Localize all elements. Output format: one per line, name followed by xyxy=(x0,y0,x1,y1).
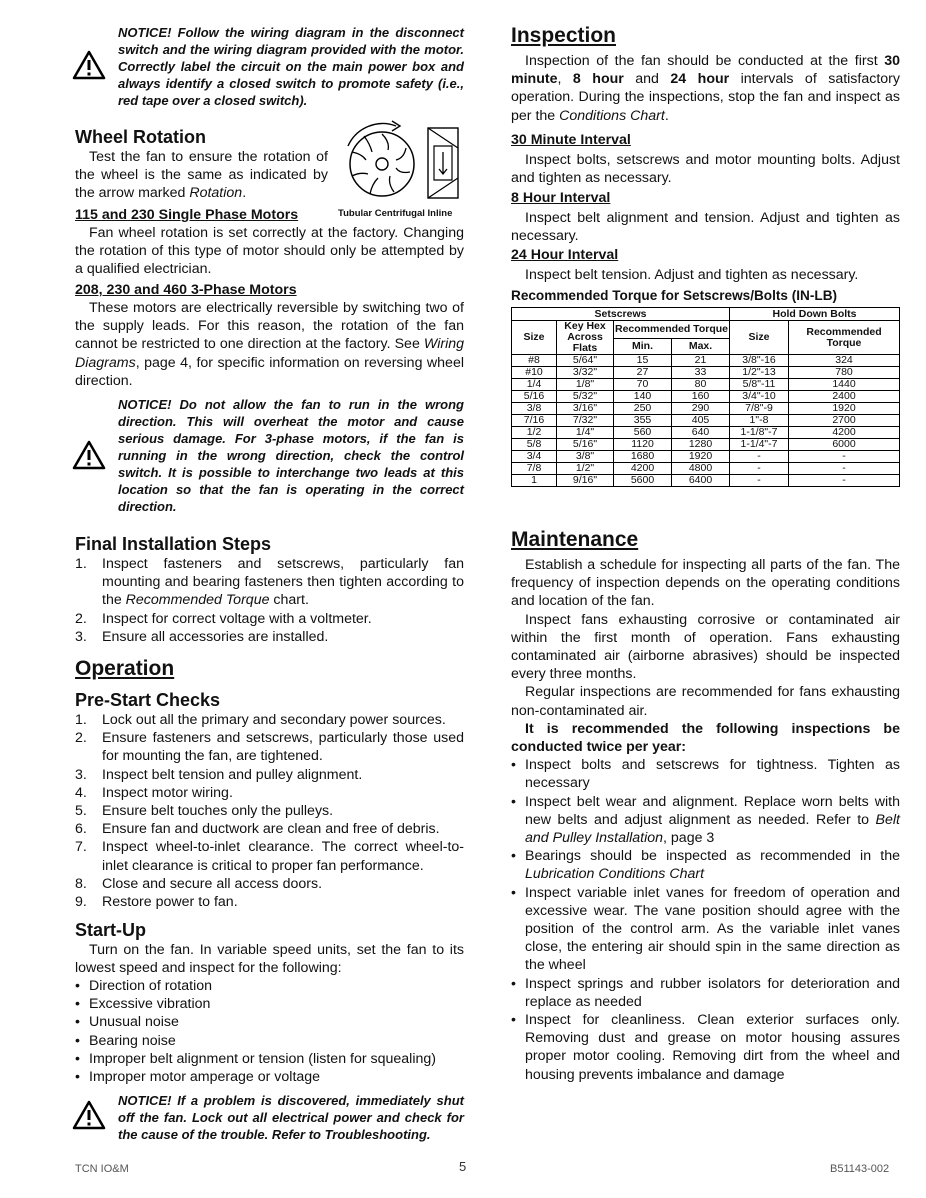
list-item: 3. Ensure all accessories are installed. xyxy=(75,628,329,645)
table-row xyxy=(512,355,900,367)
table-cell: 5/8 xyxy=(512,439,557,451)
table-row xyxy=(512,367,900,379)
table-cell: 160 xyxy=(672,391,730,403)
interval-8-heading: 8 Hour Interval xyxy=(511,190,611,206)
table-cell: 27 xyxy=(614,367,672,379)
prestart-list xyxy=(75,711,464,911)
table-header: Recommended Torque xyxy=(614,321,730,339)
maintenance-heading: Maintenance xyxy=(511,528,639,551)
table-cell: #10 xyxy=(512,367,557,379)
notice-wrong-direction: NOTICE! Do not allow the fan to run in the wrong direction. This will overheat the motor and cause serious damage. For 3-phase motors, if the fan is running in the wrong direction, check the control switch. It is possible to interchange two leads at this location so that the fan is operating in the correct direction. xyxy=(118,397,464,514)
interval-30-heading: 30 Minute Interval xyxy=(511,132,631,148)
list-item: 7. Inspect wheel-to-inlet clearance. The correct wheel-to-inlet clearance is critical to proper fan performance. xyxy=(75,839,464,874)
table-cell: 3/8" xyxy=(557,451,614,463)
table-cell: 4800 xyxy=(672,463,730,475)
table-cell: 1/2"-13 xyxy=(730,367,789,379)
table-cell: 3/8 xyxy=(512,403,557,415)
table-cell: 80 xyxy=(672,379,730,391)
maintenance-p3: Regular inspections are recommended for fans exhausting non-contaminated air. xyxy=(511,684,900,719)
table-header: Max. xyxy=(672,338,730,354)
list-item: 2. Ensure fasteners and setscrews, particularly those used for mounting the fan, are tightened. xyxy=(75,730,464,765)
table-row xyxy=(512,391,900,403)
list-item: • Improper motor amperage or voltage xyxy=(75,1068,464,1086)
table-cell: 140 xyxy=(614,391,672,403)
table-cell: - xyxy=(789,463,900,475)
table-header: Size xyxy=(730,321,789,355)
table-cell: 5/16" xyxy=(557,439,614,451)
torque-table-title: Recommended Torque for Setscrews/Bolts (IN-LB) xyxy=(511,288,838,303)
table-header: Hold Down Bolts xyxy=(730,308,900,321)
table-header: Setscrews xyxy=(512,308,730,321)
warning-icon xyxy=(72,440,106,475)
interval-30-text: Inspect bolts, setscrews and motor mounting bolts. Adjust and tighten as necessary. xyxy=(511,152,900,187)
table-cell: 780 xyxy=(789,367,900,379)
list-item: 9. Restore power to fan. xyxy=(75,894,238,911)
wheel-rotation-text: Test the fan to ensure the rotation of the wheel is the same as indicated by the arrow marked Rotation. xyxy=(75,149,328,202)
table-cell: 4200 xyxy=(789,427,900,439)
operation-heading: Operation xyxy=(75,657,175,680)
page-number: 5 xyxy=(459,1159,467,1174)
fan-rotation-figure xyxy=(334,116,464,218)
table-cell: 70 xyxy=(614,379,672,391)
notice-wiring: NOTICE! Follow the wiring diagram in the disconnect switch and the wiring diagram provided with the motor. Correctly label the circuit on the main power box and always identify a closed switch to promote safety (i.e., red tape over a closed switch). xyxy=(118,25,464,108)
interval-24-text: Inspect belt tension. Adjust and tighten as necessary. xyxy=(525,267,859,283)
list-item: • Inspect bolts and setscrews for tightness. Tighten as necessary xyxy=(511,756,900,792)
table-cell: 33 xyxy=(672,367,730,379)
table-cell: 1440 xyxy=(789,379,900,391)
table-cell: 3/32" xyxy=(557,367,614,379)
final-installation-heading: Final Installation Steps xyxy=(75,534,272,554)
table-row xyxy=(512,403,900,415)
table-cell: - xyxy=(789,451,900,463)
table-cell: 3/4"-10 xyxy=(730,391,789,403)
table-cell: 2700 xyxy=(789,415,900,427)
table-cell: 7/32" xyxy=(557,415,614,427)
final-installation-steps xyxy=(75,555,464,646)
table-header: Key Hex Across Flats xyxy=(557,321,614,355)
table-cell: 15 xyxy=(614,355,672,367)
table-cell: - xyxy=(730,463,789,475)
list-item: • Bearings should be inspected as recommended in the Lubrication Conditions Chart xyxy=(511,847,900,883)
table-cell: 7/16 xyxy=(512,415,557,427)
table-row xyxy=(512,451,900,463)
table-cell: 9/16" xyxy=(557,475,614,487)
maintenance-checklist xyxy=(511,756,900,1084)
table-cell: 1/2" xyxy=(557,463,614,475)
list-item: 6. Ensure fan and ductwork are clean and free of debris. xyxy=(75,821,440,838)
footer-doc-code: B51143-002 xyxy=(830,1163,890,1175)
maintenance-p1: Establish a schedule for inspecting all parts of the fan. The frequency of inspection depends on the operating conditions and location of the fan. xyxy=(511,557,900,610)
startup-checklist xyxy=(75,977,464,1086)
inspection-text: Inspection of the fan should be conducted at the first 30 minute, 8 hour and 24 hour intervals of satisfactory operation. During the inspections, stop the fan and inspect as per the Conditions Chart. xyxy=(511,53,900,124)
list-item: • Inspect springs and rubber isolators for deterioration and replace as needed xyxy=(511,975,900,1011)
table-cell: 1"-8 xyxy=(730,415,789,427)
single-phase-heading: 115 and 230 Single Phase Motors xyxy=(75,207,299,223)
table-cell: 5/8"-11 xyxy=(730,379,789,391)
table-cell: 1/2 xyxy=(512,427,557,439)
table-cell: 7/8 xyxy=(512,463,557,475)
inspection-heading: Inspection xyxy=(511,24,617,47)
list-item: 1. Inspect fasteners and setscrews, particularly fan mounting and bearing fasteners then tighten according to the Recommended Torque chart. xyxy=(75,556,464,609)
table-row xyxy=(512,475,900,487)
prestart-heading: Pre-Start Checks xyxy=(75,690,221,710)
table-cell: 640 xyxy=(672,427,730,439)
table-cell: 1120 xyxy=(614,439,672,451)
list-item: • Excessive vibration xyxy=(75,995,464,1013)
list-item: 1. Lock out all the primary and secondary power sources. xyxy=(75,712,446,728)
maintenance-p4: It is recommended the following inspections be conducted twice per year: xyxy=(511,720,900,756)
list-item: 5. Ensure belt touches only the pulleys. xyxy=(75,803,334,820)
table-cell: 405 xyxy=(672,415,730,427)
table-cell: 3/16" xyxy=(557,403,614,415)
table-cell: 1680 xyxy=(614,451,672,463)
list-item: • Inspect belt wear and alignment. Replace worn belts with new belts and adjust alignment as needed. Refer to Belt and Pulley Installation, page 3 xyxy=(511,793,900,848)
table-cell: 21 xyxy=(672,355,730,367)
table-cell: 1 xyxy=(512,475,557,487)
list-item: • Inspect for cleanliness. Clean exterior surfaces only. Removing dust and grease on motor housing assures proper motor cooling. Removing dirt from the wheel and housing prevents imbalance and damage xyxy=(511,1011,900,1084)
wheel-rotation-heading: Wheel Rotation xyxy=(75,127,206,147)
table-cell: - xyxy=(730,451,789,463)
maintenance-p2: Inspect fans exhausting corrosive or contaminated air within the first month of operation. Fans exhausting contaminated air (airborne abrasives) should be inspected every three months. xyxy=(511,611,900,683)
list-item: • Inspect variable inlet vanes for freedom of operation and excessive wear. The vane position should agree with the position of the control arm. As the variable inlet vanes close, the entering air should spin in the same direction as the wheel xyxy=(511,884,900,975)
table-cell: - xyxy=(789,475,900,487)
table-cell: 560 xyxy=(614,427,672,439)
table-cell: 3/4 xyxy=(512,451,557,463)
table-cell: 6400 xyxy=(672,475,730,487)
footer-doc-name: TCN IO&M xyxy=(75,1163,129,1175)
startup-heading: Start-Up xyxy=(75,920,146,940)
table-cell: 250 xyxy=(614,403,672,415)
table-cell: 5/64" xyxy=(557,355,614,367)
maintenance-section xyxy=(511,556,900,1084)
table-cell: 1/4 xyxy=(512,379,557,391)
table-header: Min. xyxy=(614,338,672,354)
list-item: 4. Inspect motor wiring. xyxy=(75,784,233,801)
startup-text: Turn on the fan. In variable speed units, set the fan to its lowest speed and inspect for the following: xyxy=(75,942,464,977)
warning-icon xyxy=(72,50,106,85)
torque-table xyxy=(511,307,900,487)
interval-8-text: Inspect belt alignment and tension. Adjust and tighten as necessary. xyxy=(511,210,900,245)
table-row xyxy=(512,415,900,427)
table-cell: 1/8" xyxy=(557,379,614,391)
table-cell: 1-1/8"-7 xyxy=(730,427,789,439)
table-cell: 6000 xyxy=(789,439,900,451)
table-cell: 1-1/4"-7 xyxy=(730,439,789,451)
table-row xyxy=(512,463,900,475)
table-cell: 5/16 xyxy=(512,391,557,403)
table-cell: 4200 xyxy=(614,463,672,475)
table-cell: 1280 xyxy=(672,439,730,451)
list-item: 8. Close and secure all access doors. xyxy=(75,875,323,892)
three-phase-text: These motors are electrically reversible by switching two of the supply leads. For this reason, the rotation of the fan cannot be restricted to one direction at the factory. See Wiring Diagrams, page 4, for specific information on reversing wheel direction. xyxy=(75,300,464,389)
table-cell: - xyxy=(730,475,789,487)
table-cell: 1920 xyxy=(672,451,730,463)
warning-icon xyxy=(72,1100,106,1135)
table-cell: 1/4" xyxy=(557,427,614,439)
table-row xyxy=(512,379,900,391)
table-row xyxy=(512,439,900,451)
table-cell: 1920 xyxy=(789,403,900,415)
list-item: • Improper belt alignment or tension (listen for squealing) xyxy=(75,1050,464,1068)
table-cell: 7/8"-9 xyxy=(730,403,789,415)
table-cell: 355 xyxy=(614,415,672,427)
table-cell: 3/8"-16 xyxy=(730,355,789,367)
table-cell: 2400 xyxy=(789,391,900,403)
table-cell: 5/32" xyxy=(557,391,614,403)
single-phase-text: Fan wheel rotation is set correctly at the factory. Changing the rotation of this type of motor should only be attempted by a qualified electrician. xyxy=(75,225,464,278)
notice-problem: NOTICE! If a problem is discovered, immediately shut off the fan. Lock out all electrical power and check for the cause of the trouble. Refer to Troubleshooting. xyxy=(118,1093,464,1142)
table-cell: 324 xyxy=(789,355,900,367)
list-item: 3. Inspect belt tension and pulley alignment. xyxy=(75,766,363,783)
three-phase-heading: 208, 230 and 460 3-Phase Motors xyxy=(75,282,297,298)
table-row xyxy=(512,427,900,439)
table-header: Size xyxy=(512,321,557,355)
list-item: • Bearing noise xyxy=(75,1032,464,1050)
table-header: Recommended Torque xyxy=(789,321,900,355)
interval-24-heading: 24 Hour Interval xyxy=(511,247,619,263)
list-item: 2. Inspect for correct voltage with a voltmeter. xyxy=(75,610,372,627)
table-cell: #8 xyxy=(512,355,557,367)
table-cell: 5600 xyxy=(614,475,672,487)
figure-caption: Tubular Centrifugal Inline xyxy=(338,208,453,219)
list-item: • Direction of rotation xyxy=(75,977,464,995)
table-cell: 290 xyxy=(672,403,730,415)
list-item: • Unusual noise xyxy=(75,1013,464,1031)
